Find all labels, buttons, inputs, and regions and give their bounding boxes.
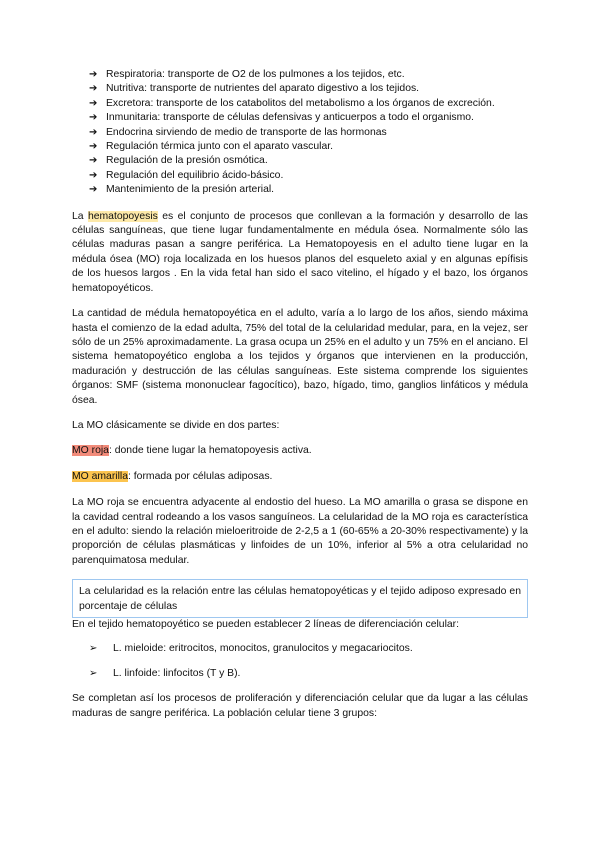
highlighted-term-mo-roja: MO roja: [72, 445, 109, 457]
document-page: [72, 68, 528, 721]
list-item: [89, 154, 528, 168]
list-item-text: Regulación del equilibrio ácido-básico.: [106, 169, 284, 181]
lineage-list: [89, 642, 528, 681]
list-item-text: L. mieloide: eritrocitos, monocitos, granulocitos y megacariocitos.: [113, 643, 413, 655]
highlighted-term-mo-amarilla: MO amarilla: [72, 470, 129, 482]
list-item: [89, 68, 528, 82]
list-item: [89, 642, 528, 656]
note-box-celularidad: La celularidad es la relación entre las células hematopoyéticas y el tejido adiposo expresado en porcentaje de células: [72, 579, 528, 618]
list-item-text: Regulación de la presión osmótica.: [106, 155, 268, 167]
list-item-text: L. linfoide: linfocitos (T y B).: [113, 667, 241, 679]
list-item-text: Mantenimiento de la presión arterial.: [106, 184, 275, 196]
bullet-arrow-icon: ➔: [89, 112, 98, 124]
list-item: [89, 140, 528, 154]
bullet-arrow-icon: ➔: [89, 83, 98, 95]
list-item: [89, 126, 528, 140]
list-item: [89, 97, 528, 111]
list-item: [89, 111, 528, 125]
paragraph-mo-amarilla: [72, 470, 528, 484]
list-item-text: Inmunitaria: transporte de células defensivas y anticuerpos a todo el organismo.: [106, 112, 474, 124]
paragraph-mo-celularidad: La MO roja se encuentra adyacente al endostio del hueso. La MO amarilla o grasa se dispone en la cavidad central rodeando a los vasos sanguíneos. La celularidad de la MO roja es característica en el adulto: siendo la relación mieloeritroide de 2-2,5 a 1 (60-65% a 20-30% respectivamente) y la proporción de células plasmáticas y linfoides de un 10%, inferior al 5% a otra celularidad no parenquimatosa medular.: [72, 497, 528, 566]
list-item: [89, 82, 528, 96]
list-item: [89, 667, 528, 681]
list-item-text: Nutritiva: transporte de nutrientes del aparato digestivo a los tejidos.: [106, 83, 420, 95]
bullet-arrow-icon: ➔: [89, 169, 98, 181]
highlighted-term-hematopoyesis: hematopoyesis: [87, 210, 158, 222]
paragraph-mo-partes: La MO clásicamente se divide en dos partes:: [72, 419, 280, 431]
bullet-arrow-icon: ➢: [89, 667, 98, 679]
paragraph-text: es el conjunto de procesos que conllevan a la formación y desarrollo de las células sanguíneas, que tiene lugar fundamentalmente en médula ósea. Normalmente sólo las células maduras pasan a sangre periférica. La Hematopoyesis en el adulto tiene lugar en la médula ósea (MO) roja localizada en los huesos planos del esqueleto axial y en algunas epífisis de los huesos largos . En la vida fetal han sido el saco vitelino, el hígado y el bazo, los órganos hematopoyéticos.: [72, 210, 528, 294]
functions-list: [89, 68, 528, 198]
bullet-arrow-icon: ➢: [89, 643, 98, 655]
bullet-arrow-icon: ➔: [89, 126, 98, 138]
bullet-arrow-icon: ➔: [89, 184, 98, 196]
bullet-arrow-icon: ➔: [89, 97, 98, 109]
paragraph-medula-cantidad: La cantidad de médula hematopoyética en el adulto, varía a lo largo de los años, siendo máxima hasta el comienzo de la edad adulta, 75% del total de la celularidad medular, para, en la vejez, ser sólo de un 25% aproximadamente. La grasa ocupa un 25% en el adulto y un 75% en el anciano. El sistema hematopoyético engloba a los tejidos y órganos que intervienen en la producción, maduración y destrucción de las células sanguíneas. Este sistema comprende los siguientes órganos: SMF (sistema mononuclear fagocítico), bazo, hígado, timo, ganglios linfáticos y médula ósea.: [72, 308, 528, 406]
mo-roja-definition: : donde tiene lugar la hematopoyesis activa.: [108, 445, 312, 457]
mo-amarilla-definition: : formada por células adiposas.: [128, 470, 273, 482]
paragraph-text: La: [72, 210, 88, 222]
list-item: [89, 169, 528, 183]
list-item: [89, 183, 528, 197]
bullet-arrow-icon: ➔: [89, 155, 98, 167]
paragraph-proliferacion: Se completan así los procesos de proliferación y diferenciación celular que da lugar a las células maduras de sangre periférica. La población celular tiene 3 grupos:: [72, 693, 528, 719]
list-item-text: Respiratoria: transporte de O2 de los pulmones a los tejidos, etc.: [106, 69, 405, 80]
paragraph-mo-roja: [72, 444, 528, 458]
paragraph-hematopoyesis: [72, 210, 528, 296]
list-item-text: Regulación térmica junto con el aparato vascular.: [106, 141, 333, 153]
list-item-text: Excretora: transporte de los catabolitos del metabolismo a los órganos de excreción.: [106, 97, 495, 109]
bullet-arrow-icon: ➔: [89, 69, 98, 80]
list-item-text: Endocrina sirviendo de medio de transporte de las hormonas: [106, 126, 387, 138]
paragraph-lineas-diferenciacion: En el tejido hematopoyético se pueden establecer 2 líneas de diferenciación celular:: [72, 619, 460, 630]
bullet-arrow-icon: ➔: [89, 141, 98, 153]
